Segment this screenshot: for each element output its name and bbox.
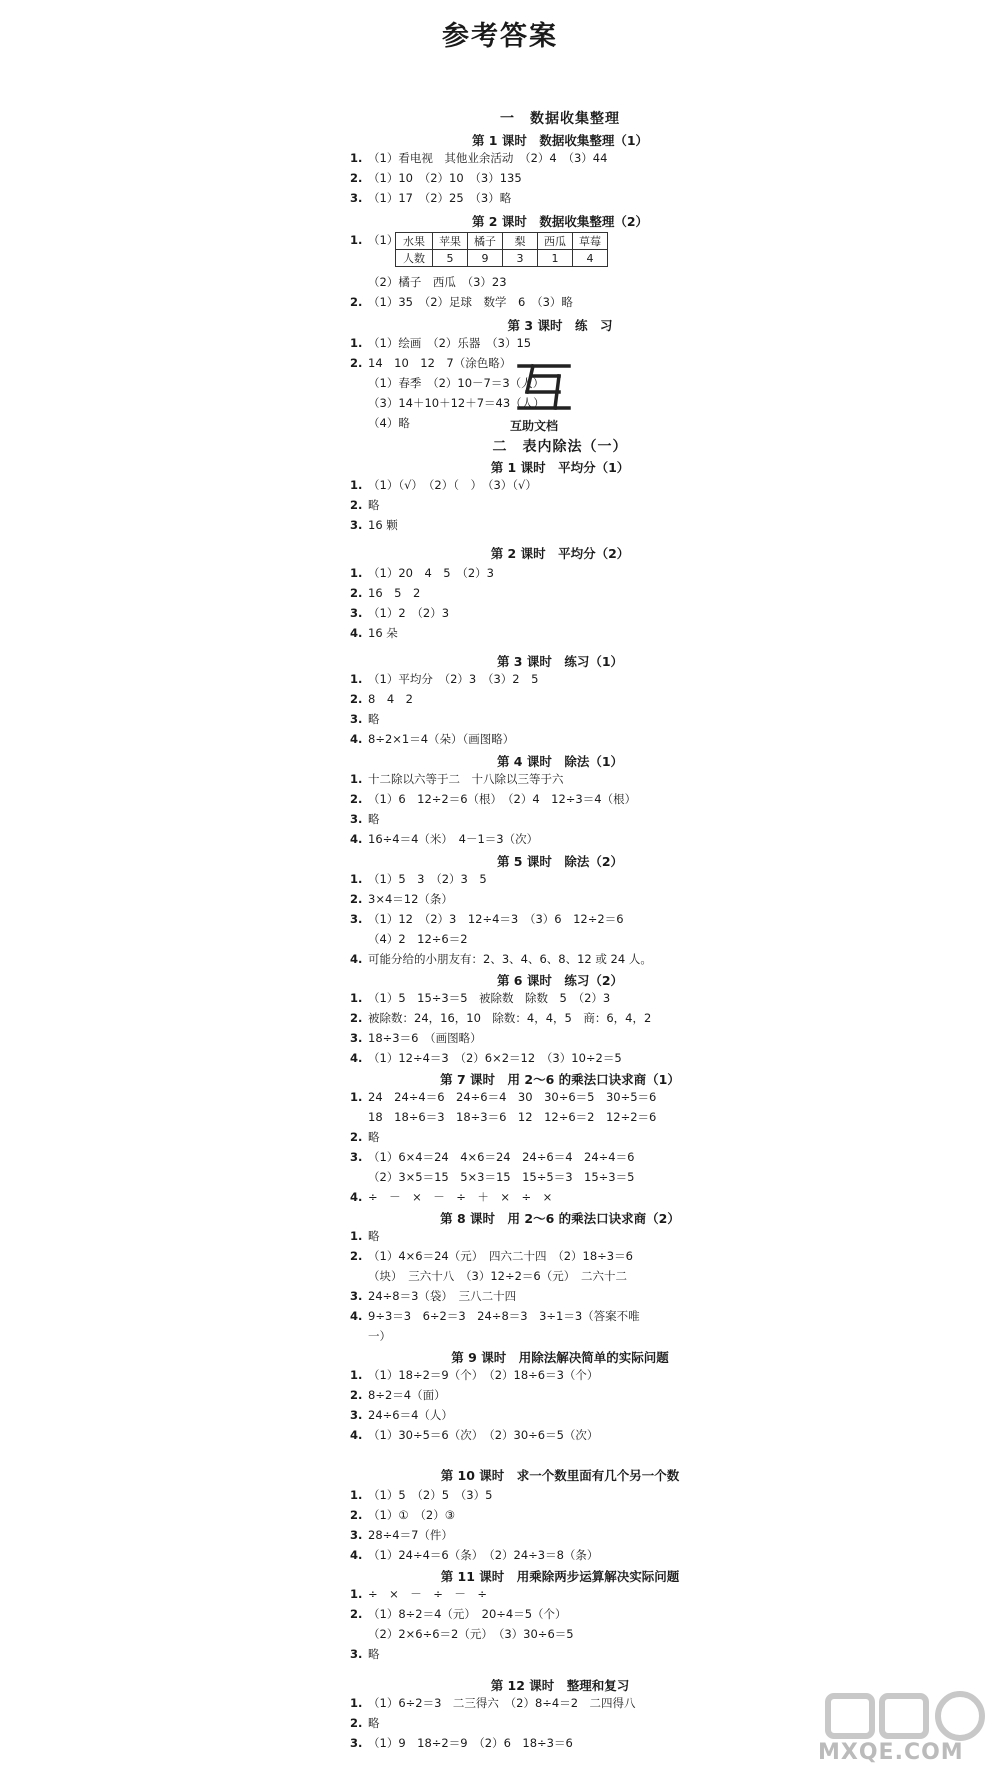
table-row	[396, 250, 608, 267]
lesson-heading: 第 3 课时 练习（1）	[496, 654, 624, 669]
lesson-heading: 第 2 课时 平均分（2）	[490, 546, 630, 561]
question-number: 3.	[350, 1031, 363, 1045]
watermark-url: MXQE.COM	[818, 1740, 964, 1765]
question-number: 3.	[350, 1150, 363, 1164]
answer-text: （1）12÷4＝3 （2）6×2＝12 （3）10÷2＝5	[368, 1051, 622, 1065]
answer-line	[350, 892, 453, 907]
question-number: 2.	[350, 171, 363, 185]
question-number: 1.	[350, 566, 363, 580]
answer-text: （2）2×6÷6＝2（元） （3）30÷6＝5	[368, 1627, 574, 1641]
answer-line	[350, 1428, 598, 1443]
answer-text: 24÷6＝4（人）	[368, 1408, 453, 1422]
answer-line	[350, 1110, 656, 1125]
unit-heading: 二 表内除法（一）	[492, 439, 628, 455]
answer-text: 16 颗	[368, 518, 398, 532]
question-number: 2.	[350, 1011, 363, 1025]
answer-text: 略	[368, 712, 380, 726]
question-number: 2.	[350, 892, 363, 906]
question-number: 2.	[350, 1388, 363, 1402]
answer-line	[350, 732, 514, 747]
answer-text: 略	[368, 1229, 380, 1243]
question-number: 3.	[350, 1408, 363, 1422]
table-cell: 西瓜	[538, 233, 573, 250]
question-number: 2.	[350, 792, 363, 806]
answer-text: 可能分给的小朋友有：2、3、4、6、8、12 或 24 人。	[368, 952, 652, 966]
answer-line	[350, 952, 652, 967]
table-cell: 4	[573, 250, 608, 267]
answer-text: （1）5 （2）5 （3）5	[368, 1488, 493, 1502]
answer-line	[350, 1696, 636, 1711]
answer-line	[350, 233, 398, 248]
question-number: 4.	[350, 832, 363, 846]
answer-text: （4）略	[368, 416, 410, 430]
answer-line	[350, 1528, 453, 1543]
answer-line	[350, 712, 380, 727]
question-number: 4.	[350, 1309, 363, 1323]
answer-line	[350, 1627, 574, 1642]
answer-line	[350, 1090, 656, 1105]
answer-line	[350, 792, 636, 807]
page-title: 参考答案	[442, 21, 558, 52]
answer-text: （1）8÷2＝4（元） 20÷4＝5（个）	[368, 1607, 567, 1621]
lesson-heading: 第 6 课时 练习（2）	[496, 973, 624, 988]
question-number: 2.	[350, 1716, 363, 1730]
answer-line	[350, 498, 380, 513]
answer-text: （1）2 （2）3	[368, 606, 450, 620]
question-number: 4.	[350, 1428, 363, 1442]
question-number: 3.	[350, 1647, 363, 1661]
answer-line	[350, 812, 380, 827]
question-number: 3.	[350, 812, 363, 826]
answer-text: （4）2 12÷6＝2	[368, 932, 468, 946]
answer-line	[350, 991, 610, 1006]
answer-line	[350, 1488, 492, 1503]
lesson-heading: 第 12 课时 整理和复习	[490, 1678, 630, 1693]
answer-line	[350, 586, 420, 601]
answer-text: （1）绘画 （2）乐器 （3）15	[368, 336, 532, 350]
answer-line	[350, 912, 624, 927]
lesson-heading: 第 2 课时 数据收集整理（2）	[471, 214, 649, 229]
question-number: 2.	[350, 356, 363, 370]
answer-text: ÷ － × － ÷ ＋ × ÷ ×	[368, 1190, 553, 1204]
table-cell: 1	[538, 250, 573, 267]
table-cell: 梨	[503, 233, 538, 250]
question-number: 1.	[350, 1696, 363, 1710]
question-number: 1.	[350, 1368, 363, 1382]
answer-line	[350, 692, 413, 707]
lesson-heading: 第 1 课时 平均分（1）	[490, 460, 630, 475]
answer-line	[350, 1269, 627, 1284]
question-number: 2.	[350, 1130, 363, 1144]
answer-line	[350, 1716, 380, 1731]
answer-text: （1）24÷4＝6（条） （2）24÷3＝8（条）	[368, 1548, 599, 1562]
question-number: 1.	[350, 233, 363, 247]
answer-text: （1）5 15÷3＝5 被除数 除数 5 （2）3	[368, 991, 611, 1005]
answer-line	[350, 1150, 634, 1165]
answer-text: 8÷2×1＝4（朵）（画图略）	[368, 732, 515, 746]
lesson-heading: 第 9 课时 用除法解决简单的实际问题	[451, 1350, 669, 1365]
table-cell: 水果	[396, 233, 433, 250]
answer-text: 16 5 2	[368, 586, 421, 600]
answer-line	[350, 1051, 622, 1066]
question-number: 1.	[350, 1090, 363, 1104]
hu-character-logo-icon	[515, 362, 573, 412]
answer-text: （1）12 （2）3 12÷4＝3 （3）6 12÷2＝6	[368, 912, 624, 926]
answer-text: 14 10 12 7（涂色略）	[368, 356, 512, 370]
question-number: 3.	[350, 712, 363, 726]
table-cell: 3	[503, 250, 538, 267]
answer-line	[350, 1309, 640, 1324]
question-number: 4.	[350, 1190, 363, 1204]
answer-text: 8 4 2	[368, 692, 413, 706]
lesson-heading: 第 7 课时 用 2～6 的乘法口诀求商（1）	[440, 1072, 680, 1087]
answer-text: （2）橘子 西瓜 （3）23	[368, 275, 507, 289]
answer-text: （1）18÷2＝9（个） （2）18÷6＝3（个）	[368, 1368, 599, 1382]
lesson-heading: 第 11 课时 用乘除两步运算解决实际问题	[440, 1569, 680, 1584]
question-number: 3.	[350, 1528, 363, 1542]
answer-text: 24 24÷4＝6 24÷6＝4 30 30÷6＝5 30÷5＝6	[368, 1090, 657, 1104]
question-number: 1.	[350, 151, 363, 165]
answer-text: 略	[368, 1130, 380, 1144]
answer-text: （3）14＋10＋12＋7＝43（人）	[368, 396, 545, 410]
lesson-heading: 第 10 课时 求一个数里面有几个另一个数	[440, 1468, 680, 1483]
question-number: 2.	[350, 1249, 363, 1263]
answer-text: （1）20 4 5 （2）3	[368, 566, 494, 580]
question-number: 2.	[350, 692, 363, 706]
question-number: 1.	[350, 336, 363, 350]
answer-text: 24÷8＝3（袋） 三八二十四	[368, 1289, 517, 1303]
answer-text: （块） 三六十八 （3）12÷2＝6（元） 二六十二	[368, 1269, 627, 1283]
answer-line	[350, 1736, 573, 1751]
question-number: 1.	[350, 1488, 363, 1502]
answer-text: （1）6×4＝24 4×6＝24 24÷6＝4 24÷4＝6	[368, 1150, 635, 1164]
answer-line	[350, 566, 494, 581]
answer-text: （1）平均分 （2）3 （3）2 5	[368, 672, 539, 686]
answer-line	[350, 772, 564, 787]
answer-line	[350, 1329, 391, 1344]
question-number: 4.	[350, 626, 363, 640]
unit-heading: 一 数据收集整理	[500, 111, 620, 127]
question-number: 1.	[350, 478, 363, 492]
answer-text: （1）30÷5＝6（次） （2）30÷6＝5（次）	[368, 1428, 599, 1442]
answer-line	[350, 626, 398, 641]
answer-text: 一）	[368, 1329, 391, 1343]
question-number: 1.	[350, 772, 363, 786]
answer-text: 略	[368, 1647, 380, 1661]
table-row	[396, 233, 608, 250]
answer-text: （1）6 12÷2＝6（根） （2）4 12÷3＝4（根）	[368, 792, 637, 806]
question-number: 4.	[350, 1548, 363, 1562]
question-number: 1.	[350, 991, 363, 1005]
answer-line	[350, 151, 607, 166]
watermark-label: 互助文档	[510, 419, 559, 433]
answer-text: 9÷3＝3 6÷2＝3 24÷8＝3 3÷1＝3（答案不唯	[368, 1309, 640, 1323]
question-number: 2.	[350, 586, 363, 600]
question-number: 4.	[350, 952, 363, 966]
question-number: 3.	[350, 518, 363, 532]
answer-text: （1）6÷2＝3 二三得六 （2）8÷4＝2 二四得八	[368, 1696, 636, 1710]
answer-line	[350, 1408, 453, 1423]
lesson-heading: 第 8 课时 用 2～6 的乘法口诀求商（2）	[440, 1211, 680, 1226]
answer-text: 略	[368, 812, 380, 826]
answer-line	[350, 478, 537, 493]
answer-text: 18 18÷6＝3 18÷3＝6 12 12÷6＝2 12÷2＝6	[368, 1110, 657, 1124]
answer-text: 18÷3＝6 （画图略）	[368, 1031, 482, 1045]
answer-text: 3×4＝12（条）	[368, 892, 453, 906]
answer-line	[350, 1031, 482, 1046]
question-number: 3.	[350, 1289, 363, 1303]
answer-line	[350, 872, 487, 887]
table-cell: 9	[468, 250, 503, 267]
table-cell: 5	[433, 250, 468, 267]
question-number: 3.	[350, 912, 363, 926]
answer-line	[350, 1130, 380, 1145]
answer-line	[350, 1011, 651, 1026]
question-number: 2.	[350, 498, 363, 512]
answer-line	[350, 1388, 446, 1403]
answer-text: 略	[368, 1716, 380, 1730]
answer-text: （1）17 （2）25 （3）略	[368, 191, 512, 205]
answer-line	[350, 295, 573, 310]
answer-text: （1）（√） （2）（ ） （3）（√）	[368, 478, 537, 492]
answer-line	[350, 1289, 516, 1304]
answer-line	[350, 1249, 633, 1264]
answer-text: （1）9 18÷2＝9 （2）6 18÷3＝6	[368, 1736, 573, 1750]
answer-text: 16 朵	[368, 626, 398, 640]
answer-line	[350, 356, 511, 371]
answer-text: （1）10 （2）10 （3）135	[368, 171, 522, 185]
answer-line	[350, 1647, 380, 1662]
table-cell: 橘子	[468, 233, 503, 250]
answer-line	[350, 275, 507, 290]
question-number: 2.	[350, 1607, 363, 1621]
answer-text: 8÷2＝4（面）	[368, 1388, 446, 1402]
answer-text: （1）5 3 （2）3 5	[368, 872, 487, 886]
question-number: 2.	[350, 1508, 363, 1522]
lesson-heading: 第 4 课时 除法（1）	[496, 754, 624, 769]
table-cell: 人数	[396, 250, 433, 267]
answer-line	[350, 832, 538, 847]
answer-text: （1）35 （2）足球 数学 6 （3）略	[368, 295, 573, 309]
question-number: 3.	[350, 606, 363, 620]
question-number: 4.	[350, 732, 363, 746]
question-number: 3.	[350, 1736, 363, 1750]
lesson-heading: 第 3 课时 练 习	[507, 318, 613, 333]
question-number: 2.	[350, 295, 363, 309]
answer-line	[350, 672, 538, 687]
fruit-table	[395, 232, 608, 267]
answer-line	[350, 1368, 598, 1383]
answer-text: （1）看电视 其他业余活动 （2）4 （3）44	[368, 151, 608, 165]
answer-line	[350, 416, 410, 431]
answer-text: 略	[368, 498, 380, 512]
lesson-heading: 第 5 课时 除法（2）	[496, 854, 624, 869]
question-number: 1.	[350, 1587, 363, 1601]
question-number: 1.	[350, 872, 363, 886]
answer-line	[350, 1229, 380, 1244]
answer-text: 16÷4＝4（米） 4－1＝3（次）	[368, 832, 539, 846]
lesson-heading: 第 1 课时 数据收集整理（1）	[471, 133, 649, 148]
answer-line	[350, 336, 531, 351]
answer-line	[350, 1170, 634, 1185]
answer-line	[350, 1548, 598, 1563]
table-cell: 草莓	[573, 233, 608, 250]
table-cell: 苹果	[433, 233, 468, 250]
answer-line	[350, 606, 449, 621]
answer-line	[350, 1190, 552, 1205]
answer-line	[350, 171, 522, 186]
question-number: 4.	[350, 1051, 363, 1065]
answer-line	[350, 1508, 455, 1523]
answer-text: （1）	[368, 233, 399, 247]
answer-text: （1）春季 （2）10－7＝3（人）	[368, 376, 545, 390]
answer-text: 28÷4＝7（件）	[368, 1528, 453, 1542]
answer-text: （2）3×5＝15 5×3＝15 15÷5＝3 15÷3＝5	[368, 1170, 635, 1184]
answer-line	[350, 1587, 487, 1602]
answer-text: ÷ × － ÷ － ÷	[368, 1587, 488, 1601]
question-number: 1.	[350, 672, 363, 686]
answer-line	[350, 1607, 567, 1622]
question-number: 1.	[350, 1229, 363, 1243]
answer-line	[350, 518, 398, 533]
answer-text: 被除数：24，16，10 除数：4，4，5 商：6，4，2	[368, 1011, 652, 1025]
answer-line	[350, 191, 511, 206]
answer-line	[350, 932, 468, 947]
answer-text: （1）4×6＝24（元） 四六二十四 （2）18÷3＝6	[368, 1249, 633, 1263]
answer-text: 十二除以六等于二 十八除以三等于六	[368, 772, 564, 786]
question-number: 3.	[350, 191, 363, 205]
answer-text: （1）① （2）③	[368, 1508, 456, 1522]
